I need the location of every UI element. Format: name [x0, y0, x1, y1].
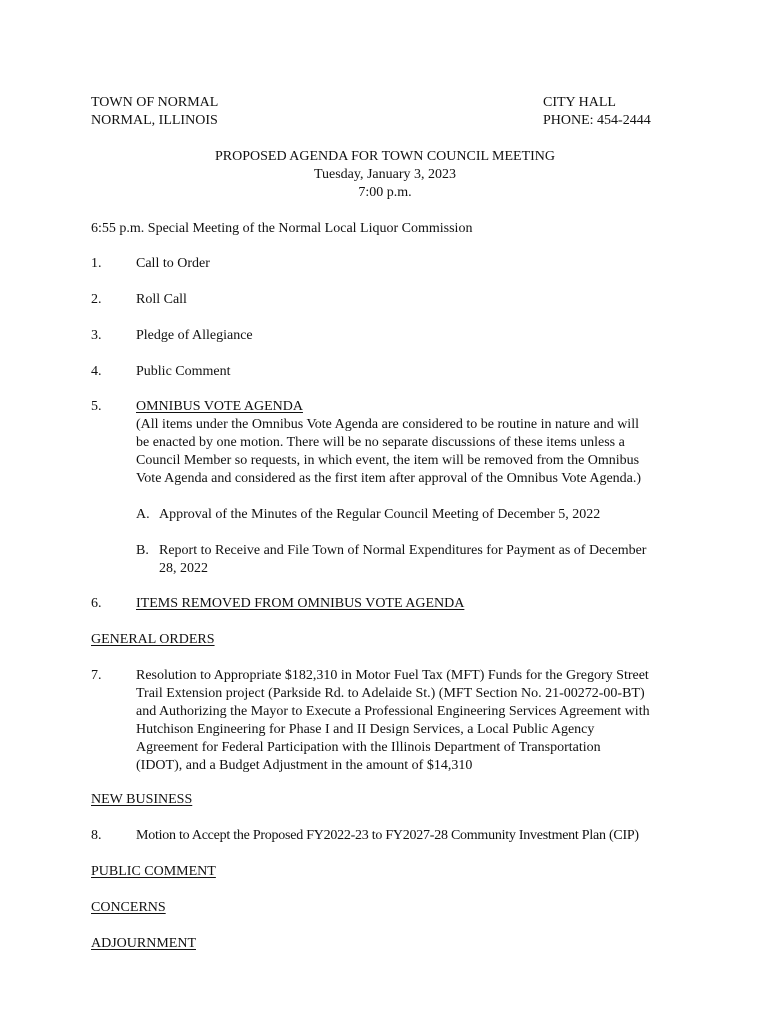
- item-number: 4.: [91, 364, 102, 379]
- item-number: 7.: [91, 668, 102, 683]
- omnibus-description-line: Council Member so requests, in which event, the item will be removed from the Omnibus: [136, 453, 640, 468]
- omnibus-heading: OMNIBUS VOTE AGENDA: [136, 399, 303, 414]
- item-number: 5.: [91, 399, 102, 414]
- item-text: Motion to Accept the Proposed FY2022-23 to FY2027-28 Community Investment Plan (CIP): [136, 828, 639, 843]
- item-text-continued: (IDOT), and a Budget Adjustment in the amount of $14,310: [136, 758, 473, 773]
- omnibus-description-line: be enacted by one motion. There will be no separate discussions of these items unless a: [136, 435, 625, 450]
- item-text: Roll Call: [136, 292, 187, 307]
- phone-number: PHONE: 454-2444: [543, 113, 651, 128]
- item-number: 2.: [91, 292, 102, 307]
- item-text: Resolution to Appropriate $182,310 in Motor Fuel Tax (MFT) Funds for the Gregory Street: [136, 668, 649, 683]
- meeting-date: Tuesday, January 3, 2023: [313, 167, 457, 182]
- item-text-continued: and Authorizing the Mayor to Execute a Professional Engineering Services Agreement with: [136, 704, 650, 719]
- item-number: 8.: [91, 828, 102, 843]
- city-hall-label: CITY HALL: [543, 95, 616, 110]
- item-number: 1.: [91, 256, 102, 271]
- subitem-text-continued: 28, 2022: [159, 561, 208, 576]
- omnibus-description-line: Vote Agenda and considered as the first item after approval of the Omnibus Vote Agenda.): [136, 471, 642, 486]
- item-text: Pledge of Allegiance: [136, 328, 253, 343]
- subitem-text: Report to Receive and File Town of Normal Expenditures for Payment as of December: [159, 543, 647, 558]
- concerns-heading: CONCERNS: [91, 900, 166, 915]
- town-location: NORMAL, ILLINOIS: [91, 113, 218, 128]
- item-text: ITEMS REMOVED FROM OMNIBUS VOTE AGENDA: [136, 596, 465, 611]
- item-number: 6.: [91, 596, 102, 611]
- town-name: TOWN OF NORMAL: [91, 95, 219, 110]
- public-comment-heading: PUBLIC COMMENT: [91, 864, 216, 879]
- special-meeting-note: 6:55 p.m. Special Meeting of the Normal Local Liquor Commission: [91, 221, 473, 236]
- general-orders-heading: GENERAL ORDERS: [91, 632, 215, 647]
- item-number: 3.: [91, 328, 102, 343]
- omnibus-description-line: (All items under the Omnibus Vote Agenda are considered to be routine in nature and will: [136, 417, 639, 432]
- meeting-time: 7:00 p.m.: [358, 185, 412, 200]
- item-text: Public Comment: [136, 364, 231, 379]
- subitem-letter: B.: [136, 543, 149, 558]
- item-text: Call to Order: [136, 256, 210, 271]
- adjournment-heading: ADJOURNMENT: [91, 936, 196, 951]
- item-text-continued: Agreement for Federal Participation with the Illinois Department of Transportation: [136, 740, 601, 755]
- item-text-continued: Trail Extension project (Parkside Rd. to Adelaide St.) (MFT Section No. 21-00272-00-BT): [136, 686, 645, 701]
- agenda-title: PROPOSED AGENDA FOR TOWN COUNCIL MEETING: [214, 149, 556, 164]
- subitem-text: Approval of the Minutes of the Regular Council Meeting of December 5, 2022: [159, 507, 601, 522]
- item-text-continued: Hutchison Engineering for Phase I and II Design Services, a Local Public Agency: [136, 722, 595, 737]
- subitem-letter: A.: [136, 507, 150, 522]
- new-business-heading: NEW BUSINESS: [91, 792, 193, 807]
